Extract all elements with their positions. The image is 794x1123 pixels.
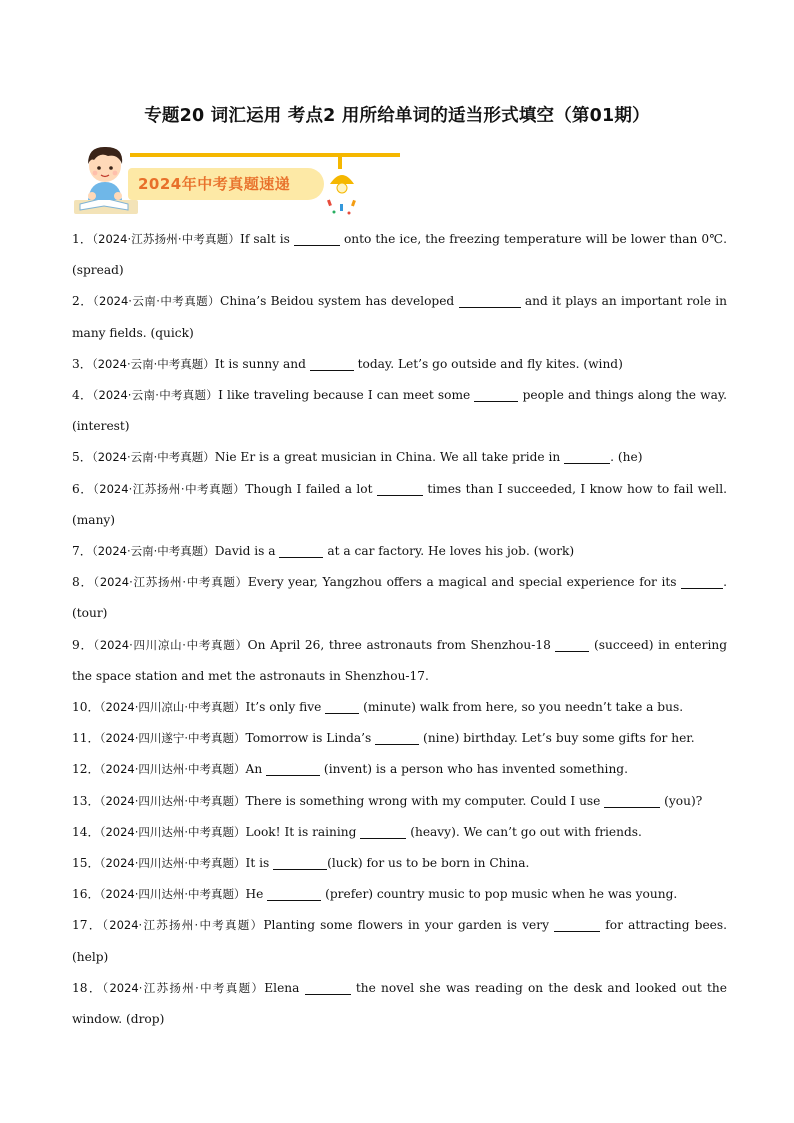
- question-item: [72, 474, 727, 536]
- question-text-after: (you)?: [660, 793, 703, 808]
- question-number: 3．: [72, 356, 92, 371]
- answer-blank[interactable]: [474, 389, 518, 402]
- question-item: [72, 879, 727, 910]
- section-banner: [70, 138, 360, 222]
- question-item: [72, 754, 727, 785]
- question-item: [72, 973, 727, 1035]
- question-source: （2024·四川凉山·中考真题）: [93, 637, 248, 652]
- question-text-after: (prefer) country music to pop music when he was young.: [321, 887, 678, 902]
- question-number: 7．: [72, 544, 92, 559]
- question-source: （2024·云南·中考真题）: [91, 544, 215, 559]
- question-text-after: . (tour): [72, 575, 727, 621]
- answer-blank[interactable]: [294, 233, 340, 246]
- question-source: （2024·江苏扬州·中考真题）: [102, 918, 264, 933]
- answer-blank[interactable]: [375, 732, 419, 745]
- question-text: On April 26, three astronauts from Shenzhou-18: [247, 637, 556, 652]
- question-item: [72, 848, 727, 879]
- question-number: 4．: [72, 388, 93, 403]
- question-number: 2．: [72, 294, 93, 309]
- question-item: [72, 442, 727, 473]
- question-text-after: (nine) birthday. Let’s buy some gifts for her.: [419, 731, 695, 746]
- question-source: （2024·四川达州·中考真题）: [99, 824, 246, 839]
- question-source: （2024·四川达州·中考真题）: [99, 887, 246, 902]
- question-number: 14．: [72, 824, 100, 839]
- question-text: There is something wrong with my computer. Could I use: [245, 793, 605, 808]
- answer-blank[interactable]: [554, 919, 600, 932]
- question-text-after: people and things along the way. (interest): [72, 388, 728, 434]
- question-text: It is: [245, 856, 274, 871]
- banner-label: 2024年中考真题速递: [138, 175, 291, 193]
- answer-blank[interactable]: [325, 701, 359, 714]
- question-item: [72, 380, 727, 442]
- question-source: （2024·四川遂宁·中考真题）: [99, 731, 246, 746]
- question-item: [72, 692, 727, 723]
- question-text-after: (invent) is a person who has invented something.: [320, 762, 628, 777]
- lamp-icon: [322, 166, 362, 216]
- question-text: He: [245, 887, 268, 902]
- question-text: Elena: [264, 980, 305, 995]
- question-item: [72, 536, 727, 567]
- question-item: [72, 224, 727, 286]
- answer-blank[interactable]: [377, 482, 423, 495]
- question-item: [72, 786, 727, 817]
- question-number: 1．: [72, 232, 93, 246]
- question-text: Planting some flowers in your garden is very: [263, 918, 555, 933]
- question-text: I like traveling because I can meet some: [218, 388, 475, 403]
- question-number: 10．: [72, 700, 100, 715]
- question-text: David is a: [214, 544, 280, 559]
- question-item: [72, 349, 727, 380]
- answer-blank[interactable]: [459, 295, 521, 308]
- question-list: [72, 224, 727, 1035]
- question-text-after: today. Let’s go outside and fly kites. (wind): [353, 356, 623, 371]
- question-text-after: for attracting bees. (help): [72, 918, 728, 964]
- question-text: Nie Er is a great musician in China. We all take pride in: [214, 450, 565, 465]
- question-number: 9．: [72, 637, 94, 652]
- question-number: 16．: [72, 887, 100, 902]
- question-text-after: times than I succeeded, I know how to fail well. (many): [72, 481, 727, 527]
- answer-blank[interactable]: [555, 638, 589, 651]
- question-number: 5．: [72, 450, 92, 465]
- banner-top-line: [130, 153, 400, 157]
- question-item: [72, 817, 727, 848]
- question-item: [72, 567, 727, 629]
- question-text: Look! It is raining: [245, 824, 361, 839]
- answer-blank[interactable]: [266, 763, 320, 776]
- answer-blank[interactable]: [564, 451, 610, 464]
- question-number: 12．: [72, 762, 100, 777]
- question-source: （2024·江苏扬州·中考真题）: [102, 980, 265, 995]
- answer-blank[interactable]: [681, 576, 723, 589]
- question-source: （2024·江苏扬州·中考真题）: [93, 575, 248, 590]
- question-source: （2024·江苏扬州·中考真题）: [92, 232, 240, 246]
- page-title: 专题20 词汇运用 考点2 用所给单词的适当形式填空（第01期）: [144, 106, 650, 126]
- question-source: （2024·云南·中考真题）: [91, 356, 215, 371]
- question-text: It is sunny and: [214, 356, 310, 371]
- question-text: Tomorrow is Linda’s: [245, 731, 376, 746]
- question-text: China’s Beidou system has developed: [220, 294, 459, 309]
- question-text: If salt is: [240, 232, 294, 246]
- question-item: [72, 723, 727, 754]
- answer-blank[interactable]: [305, 982, 351, 995]
- answer-blank[interactable]: [360, 826, 406, 839]
- question-text-after: (minute) walk from here, so you needn’t take a bus.: [359, 700, 684, 715]
- question-number: 11．: [72, 731, 100, 746]
- question-number: 8．: [72, 575, 94, 590]
- question-number: 13．: [72, 793, 100, 808]
- question-number: 6．: [72, 481, 94, 496]
- question-item: [72, 286, 727, 348]
- answer-blank[interactable]: [267, 888, 321, 901]
- question-source: （2024·云南·中考真题）: [92, 294, 221, 309]
- question-text: Every year, Yangzhou offers a magical and special experience for its: [247, 575, 682, 590]
- question-text-after: the novel she was reading on the desk and looked out the window. (drop): [72, 980, 727, 1027]
- question-item: [72, 910, 727, 972]
- question-text: An: [245, 762, 267, 777]
- question-number: 18．: [72, 980, 103, 995]
- answer-blank[interactable]: [310, 358, 354, 371]
- question-source: （2024·江苏扬州·中考真题）: [93, 481, 246, 496]
- answer-blank[interactable]: [279, 545, 323, 558]
- question-source: （2024·四川凉山·中考真题）: [99, 700, 246, 715]
- question-text: It’s only five: [245, 700, 326, 715]
- question-text-after: onto the ice, the freezing temperature will be lower than 0℃. (spread): [72, 232, 727, 278]
- question-source: （2024·云南·中考真题）: [92, 388, 219, 403]
- question-text-after: at a car factory. He loves his job. (work): [323, 544, 575, 559]
- question-source: （2024·四川达州·中考真题）: [99, 856, 246, 871]
- question-item: [72, 630, 727, 692]
- question-text-after: (succeed) in entering the space station and met the astronauts in Shenzhou-17.: [72, 637, 727, 683]
- question-source: （2024·云南·中考真题）: [91, 450, 215, 465]
- answer-blank[interactable]: [604, 794, 660, 807]
- question-text-after: . (he): [610, 450, 643, 465]
- question-text-after: (luck) for us to be born in China.: [327, 856, 530, 871]
- question-text-after: and it plays an important role in many fields. (quick): [72, 294, 728, 340]
- question-text-after: (heavy). We can’t go out with friends.: [406, 824, 642, 839]
- question-source: （2024·四川达州·中考真题）: [99, 793, 246, 808]
- question-source: （2024·四川达州·中考真题）: [99, 762, 246, 777]
- question-text: Though I failed a lot: [245, 481, 377, 496]
- answer-blank[interactable]: [273, 857, 327, 870]
- question-number: 17．: [72, 918, 103, 933]
- question-number: 15．: [72, 856, 100, 871]
